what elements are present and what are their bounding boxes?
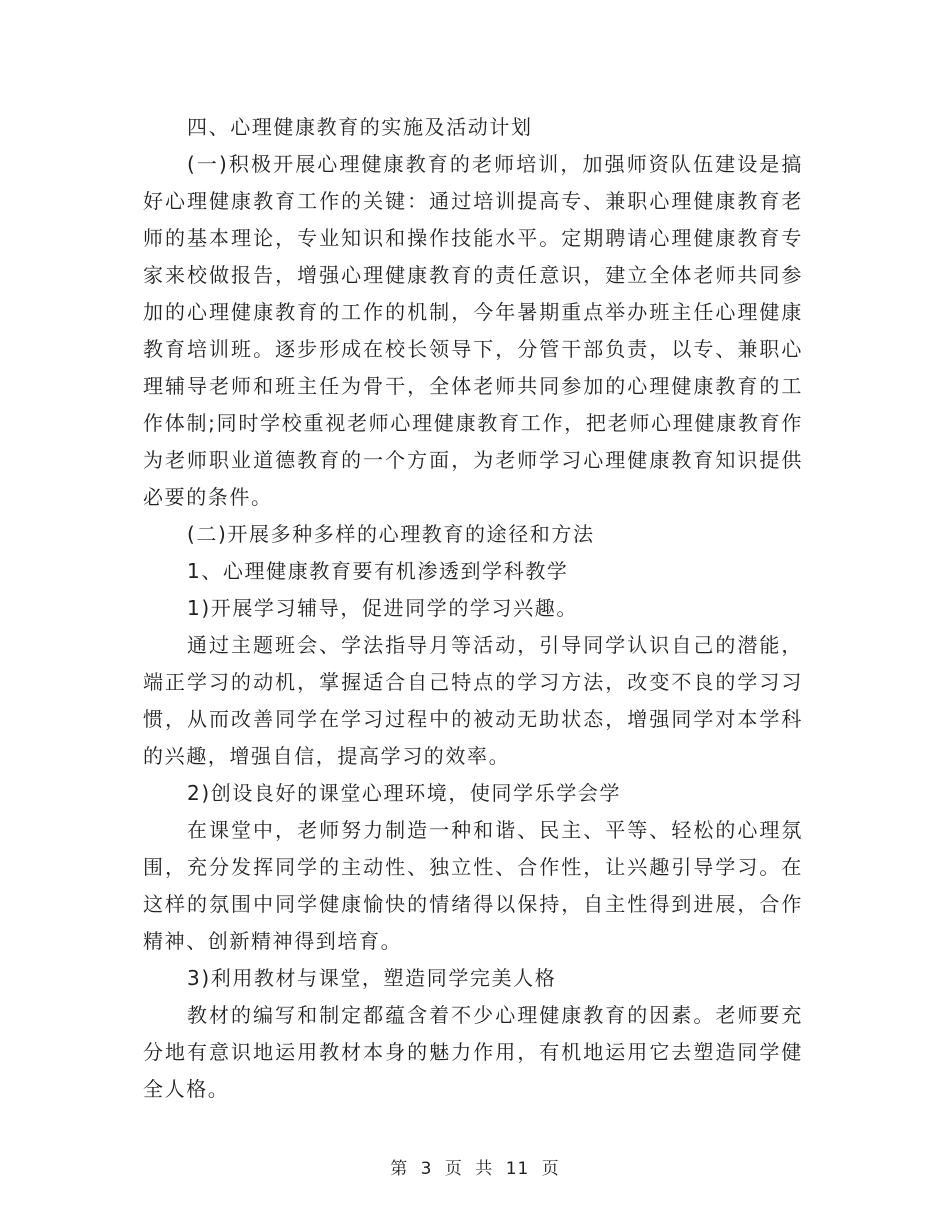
footer-total-pages: 11 — [505, 1159, 530, 1179]
item-heading-subject-teaching: 1、心理健康教育要有机渗透到学科教学 — [187, 559, 569, 583]
subsection-heading-methods: (二)开展多种多样的心理教育的途径和方法 — [187, 522, 595, 546]
footer-current-page: 3 — [420, 1159, 433, 1179]
paragraph-teacher-training: (一)积极开展心理健康教育的老师培训，加强师资队伍建设是搞好心理健康教育工作的关键：通过培训提高专、兼职心理健康教育老师的基本理论，专业知识和操作技能水平。定期聘请心理健康教育专家来校做报告，增强心理健康教育的责任意识，建立全体老师共同参加的心理健康教育的工作的机制，今年暑期重点举办班主任心理健康教育培训班。逐步形成在校长领导下，分管干部负责，以专、兼职心理辅导老师和班主任为骨干，全体老师共同参加的心理健康教育的工作体制;同时学校重视老师心理健康教育工作，把老师心理健康教育作为老师职业道德教育的一个方面，为老师学习心理健康教育知识提供必要的条件。 — [143, 152, 803, 509]
document-body — [143, 109, 803, 1108]
section-heading: 四、心理健康教育的实施及活动计划 — [187, 115, 533, 139]
item-heading-textbook-personality: 3)利用教材与课堂，塑造同学完美人格 — [187, 966, 557, 990]
item-heading-learning-guidance: 1)开展学习辅导，促进同学的学习兴趣。 — [187, 596, 578, 620]
paragraph-learning-guidance: 通过主题班会、学法指导月等活动，引导同学认识自己的潜能，端正学习的动机，掌握适合自己特点的学习方法，改变不良的学习习惯，从而改善同学在学习过程中的被动无助状态，增强同学对本学科的兴趣，增强自信，提高学习的效率。 — [143, 633, 803, 768]
footer-suffix: 页 — [541, 1159, 560, 1179]
item-heading-classroom-environment: 2)创设良好的课堂心理环境，使同学乐学会学 — [187, 781, 622, 805]
footer-page-word: 页 — [444, 1159, 463, 1179]
paragraph-classroom-environment: 在课堂中，老师努力制造一种和谐、民主、平等、轻松的心理氛围，充分发挥同学的主动性、独立性、合作性，让兴趣引导学习。在这样的氛围中同学健康愉快的情绪得以保持，自主性得到进展，合作精神、创新精神得到培育。 — [143, 818, 803, 953]
page-number-footer — [0, 1154, 950, 1179]
footer-total-word: 共 — [475, 1159, 494, 1179]
paragraph-textbook-personality: 教材的编写和制定都蕴含着不少心理健康教育的因素。老师要充分地有意识地运用教材本身的魅力作用，有机地运用它去塑造同学健全人格。 — [143, 1003, 803, 1101]
footer-prefix: 第 — [390, 1159, 409, 1179]
